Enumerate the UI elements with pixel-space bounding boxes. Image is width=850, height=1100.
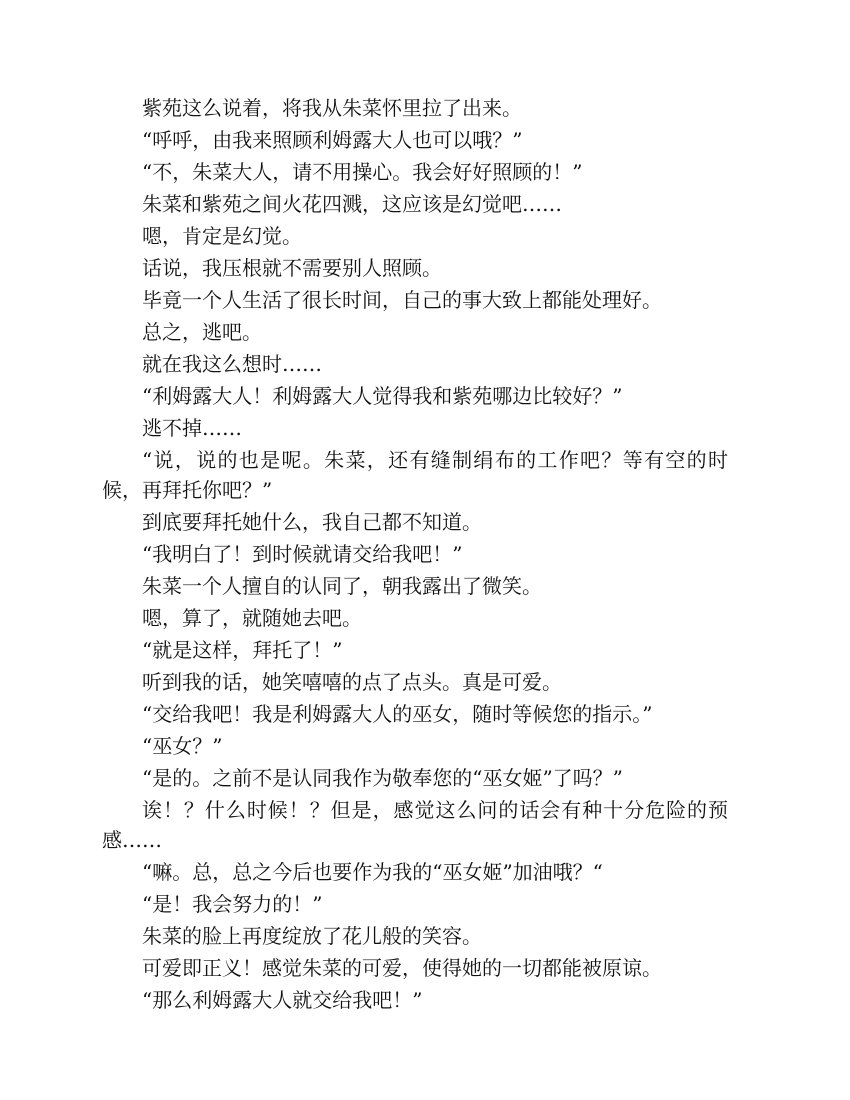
- paragraph: “嘛。总，总之今后也要作为我的“巫女姬”加油哦？“: [142, 860, 603, 884]
- paragraph: 话说，我压根就不需要别人照顾。: [142, 256, 442, 280]
- paragraph: 就在我这么想时……: [142, 352, 322, 376]
- paragraph: 诶！？什么时候！？但是，感觉这么问的话会有种十分危险的预感……: [102, 798, 728, 852]
- paragraph: “呼呼，由我来照顾利姆露大人也可以哦？”: [142, 128, 523, 152]
- paragraph: “巫女？”: [142, 734, 223, 758]
- paragraph: 总之，逃吧。: [142, 320, 262, 344]
- paragraph: “就是这样，拜托了！”: [142, 638, 343, 662]
- paragraph: “那么利姆露大人就交给我吧！”: [142, 988, 423, 1012]
- text-body: [102, 93, 728, 1017]
- paragraph: 逃不掉……: [142, 416, 242, 440]
- paragraph: “是的。之前不是认同我作为敬奉您的“巫女姬”了吗？”: [142, 766, 623, 790]
- paragraph: 朱菜和紫苑之间火花四溅，这应该是幻觉吧……: [142, 192, 562, 216]
- paragraph: 可爱即正义！感觉朱菜的可爱，使得她的一切都能被原谅。: [142, 956, 662, 980]
- paragraph: “利姆露大人！利姆露大人觉得我和紫苑哪边比较好？”: [142, 384, 623, 408]
- paragraph: 朱菜一个人擅自的认同了，朝我露出了微笑。: [142, 574, 542, 598]
- paragraph: 嗯，算了，就随她去吧。: [142, 606, 362, 630]
- paragraph: “我明白了！到时候就请交给我吧！”: [142, 542, 463, 566]
- paragraph: 嗯，肯定是幻觉。: [142, 224, 302, 248]
- paragraph: “是！我会努力的！”: [142, 892, 323, 916]
- paragraph: 毕竟一个人生活了很长时间，自己的事大致上都能处理好。: [142, 288, 662, 312]
- paragraph: 朱菜的脸上再度绽放了花儿般的笑容。: [142, 924, 482, 948]
- paragraph: “说，说的也是呢。朱菜，还有缝制绢布的工作吧？等有空的时候，再拜托你吧？”: [102, 448, 728, 502]
- paragraph: “不，朱菜大人，请不用操心。我会好好照顾的！”: [142, 160, 583, 184]
- paragraph: “交给我吧！我是利姆露大人的巫女，随时等候您的指示。”: [142, 702, 653, 726]
- paragraph: 紫苑这么说着，将我从朱菜怀里拉了出来。: [142, 96, 522, 120]
- paragraph: 听到我的话，她笑嘻嘻的点了点头。真是可爱。: [142, 670, 562, 694]
- paragraph: 到底要拜托她什么，我自己都不知道。: [142, 510, 482, 534]
